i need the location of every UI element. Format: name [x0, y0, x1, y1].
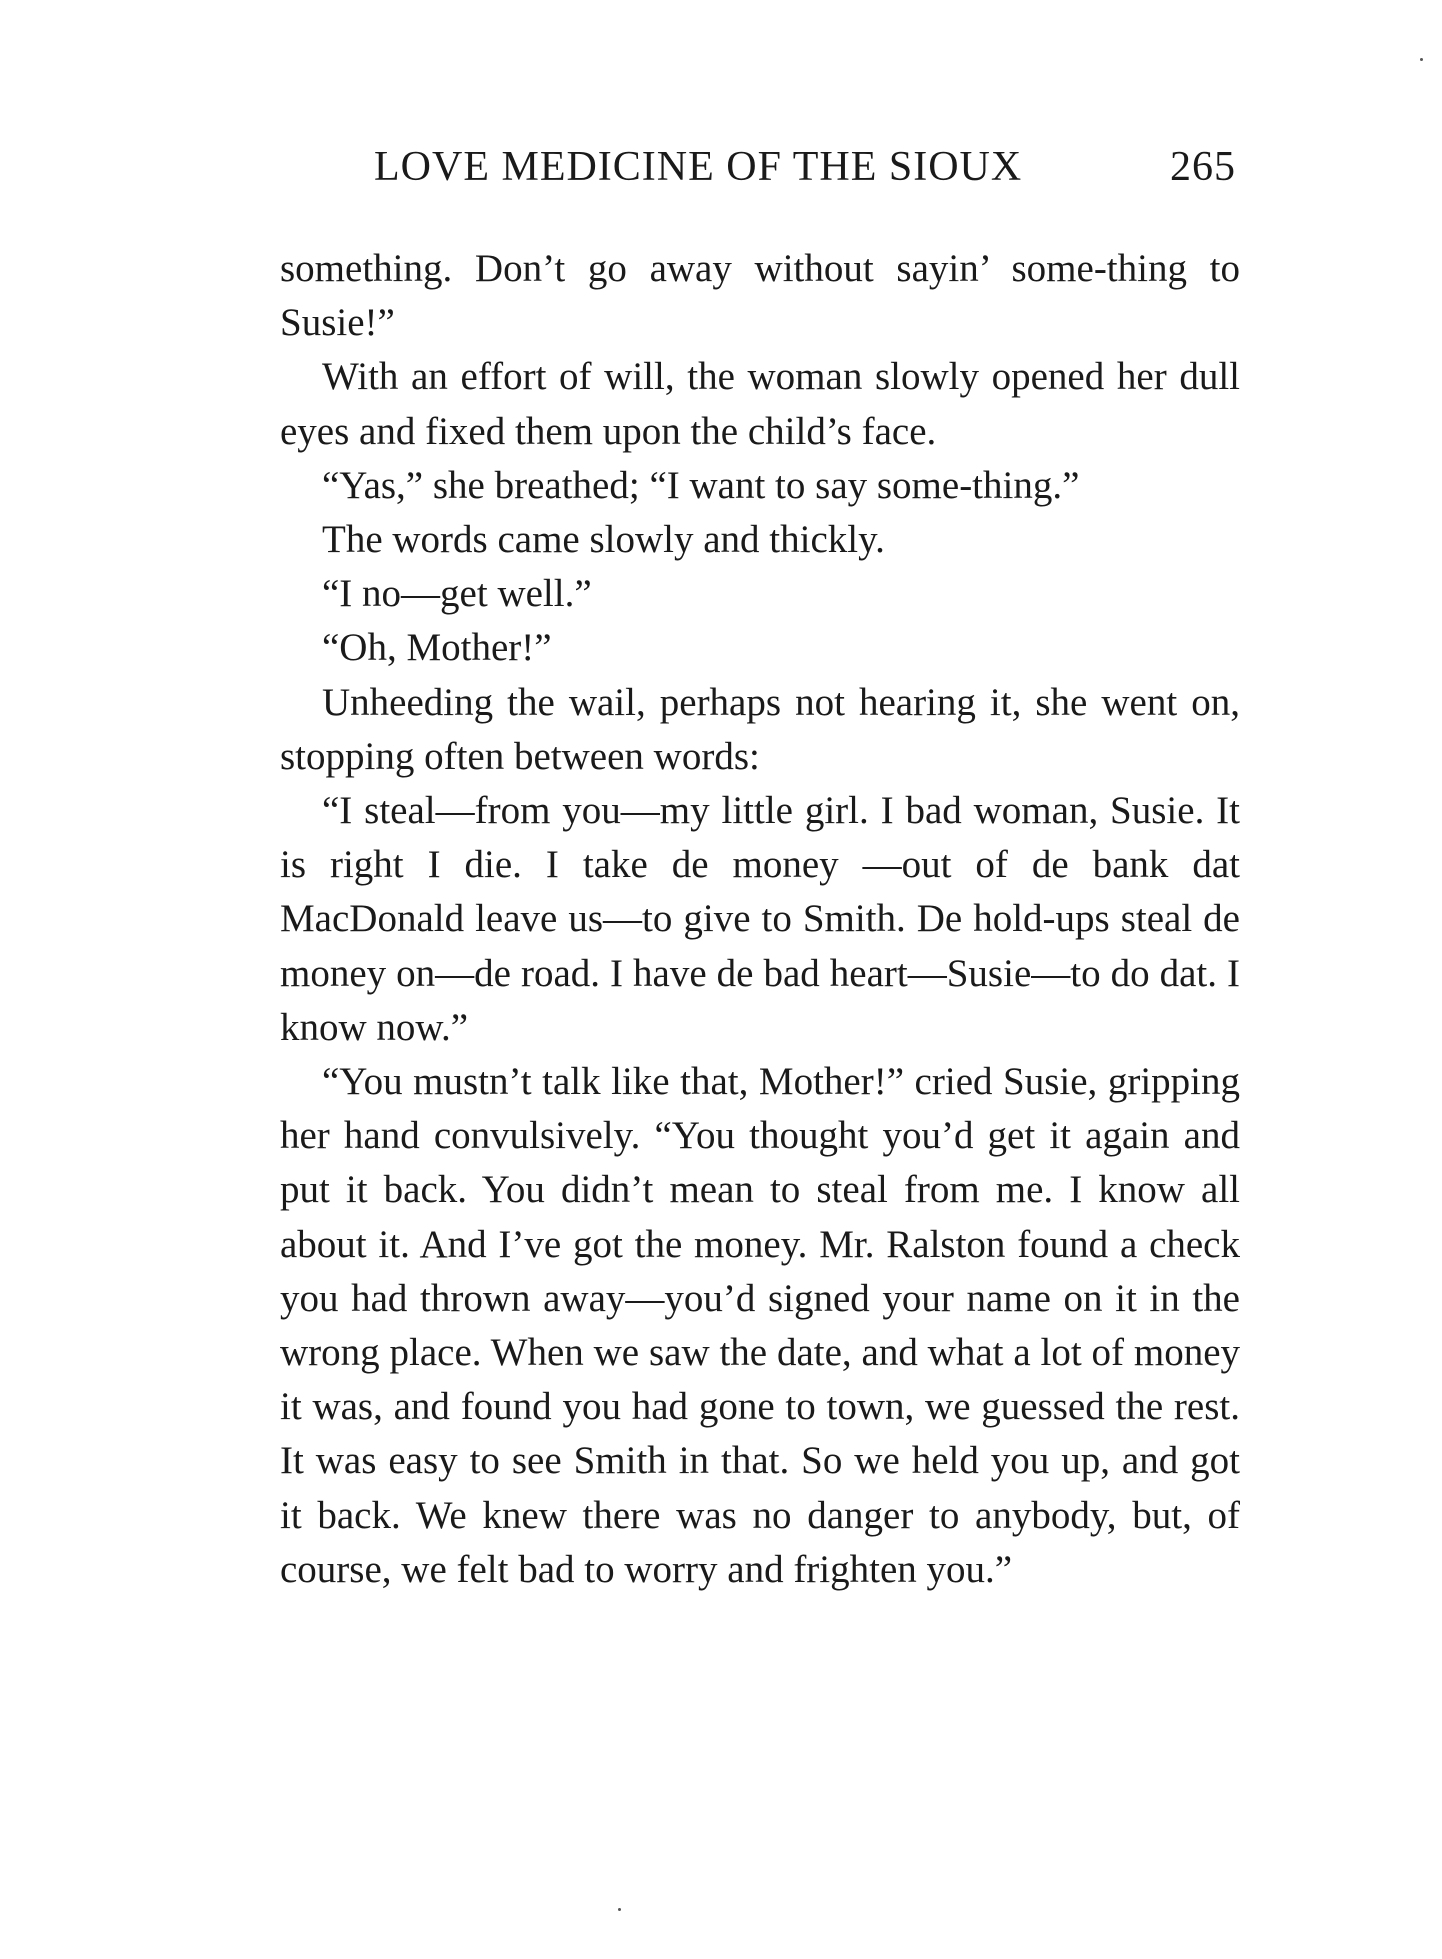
paragraph-9: “You mustn’t talk like that, Mother!” cried Susie, gripping her hand convulsively. “You thought you’d get it again and put it back. You didn’t mean to steal from me. I know all about it. And I’ve got the money. Mr. Ralston found a check you had thrown away—you’d signed your name on it in the wrong place. When we saw the date, and what a lot of money it was, and found you had gone to town, we guessed the rest. It was easy to see Smith in that. So we held you up, and got it back. We knew there was no danger to anybody, but, of course, we felt bad to worry and frighten you.” — [280, 1060, 1240, 1591]
paragraph-2: With an effort of will, the woman slowly opened her dull eyes and fixed them upon the child’s face. — [280, 355, 1240, 453]
scan-speck-bottom — [618, 1908, 621, 1911]
paragraph-5: “I no—get well.” — [322, 572, 592, 616]
scan-speck-top-right — [1420, 58, 1423, 61]
page-number: 265 — [1170, 144, 1236, 190]
paragraph-3: “Yas,” she breathed; “I want to say some-thing.” — [322, 463, 1080, 507]
body-text — [280, 242, 1240, 1597]
paragraph-7: Unheeding the wail, perhaps not hearing it, she went on, stopping often between words: — [280, 680, 1240, 778]
paragraph-4: The words came slowly and thickly. — [322, 518, 885, 562]
paragraph-1: something. Don’t go away without sayin’ some-thing to Susie!” — [280, 247, 1240, 345]
paragraph-6: “Oh, Mother!” — [322, 626, 552, 670]
running-head-title: LOVE MEDICINE OF THE SIOUX — [374, 144, 1023, 190]
running-head — [374, 143, 1236, 203]
paragraph-8: “I steal—from you—my little girl. I bad woman, Susie. It is right I die. I take de money —out of de bank dat MacDonald leave us—to give to Smith. De hold-ups steal de money on—de road. I have de bad heart—Susie—to do dat. I know now.” — [280, 789, 1240, 1049]
